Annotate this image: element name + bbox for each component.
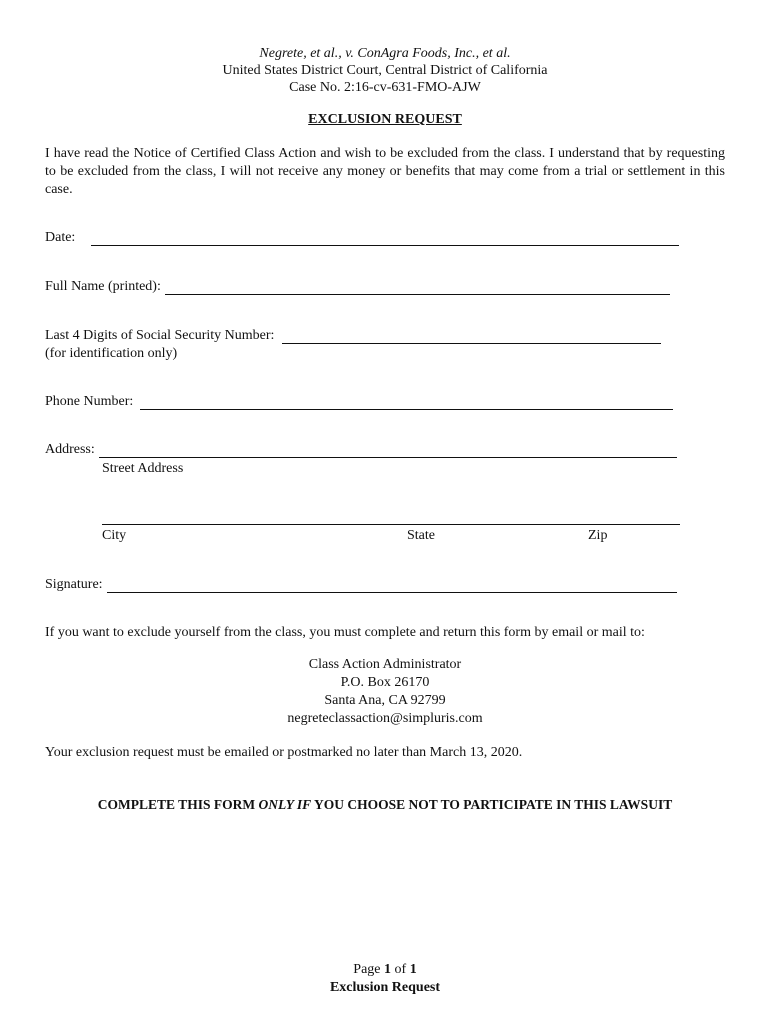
administrator-city: Santa Ana, CA 92799 [324, 693, 446, 708]
administrator-email[interactable]: negreteclassaction@simpluris.com [287, 711, 483, 726]
ssn-field [45, 328, 661, 344]
phone-field [45, 394, 673, 410]
page-total: 1 [409, 962, 417, 977]
date-line[interactable] [91, 231, 679, 246]
form-title: EXCLUSION REQUEST [308, 112, 462, 127]
ssn-line[interactable] [282, 329, 661, 344]
city-state-zip-line[interactable] [102, 510, 680, 525]
signature-line[interactable] [107, 578, 677, 593]
participation-notice [0, 797, 770, 813]
instructions-text: If you want to exclude yourself from the class, you must complete and return this form by email or mail to: [45, 625, 645, 640]
administrator-address [0, 656, 770, 728]
page-footer [0, 961, 770, 997]
page-current: 1 [384, 962, 392, 977]
ssn-label: Last 4 Digits of Social Security Number: [45, 328, 275, 343]
notice-part1: COMPLETE THIS FORM [97, 797, 259, 812]
full-name-field [45, 279, 670, 295]
notice-part2: YOU CHOOSE NOT TO PARTICIPATE IN THIS LAWSUIT [311, 797, 673, 812]
case-caption: Negrete, et al., v. ConAgra Foods, Inc., et al. [259, 46, 511, 61]
signature-field [45, 577, 677, 593]
state-label: State [407, 528, 435, 543]
court-name: United States District Court, Central District of California [222, 63, 548, 78]
case-header [0, 45, 770, 96]
address-label: Address: [45, 442, 95, 457]
case-number: Case No. 2:16-cv-631-FMO-AJW [289, 80, 481, 95]
phone-label: Phone Number: [45, 394, 134, 409]
page-of: of [391, 962, 410, 977]
full-name-line[interactable] [165, 280, 670, 295]
notice-emphasis: ONLY IF [258, 797, 312, 812]
ssn-note: (for identification only) [45, 346, 178, 361]
address-field [45, 442, 677, 458]
date-label: Date: [45, 230, 76, 245]
administrator-name: Class Action Administrator [308, 657, 462, 672]
intro-paragraph: I have read the Notice of Certified Class Action and wish to be excluded from the class. I understand that by requesting to be excluded from the class, I will not receive any money or benefits that may come from a trial or settlement in this case. [45, 146, 725, 197]
page-prefix: Page [353, 962, 385, 977]
city-label: City [102, 528, 127, 543]
phone-line[interactable] [140, 395, 673, 410]
administrator-po-box: P.O. Box 26170 [340, 675, 430, 690]
full-name-label: Full Name (printed): [45, 279, 161, 294]
page-number [0, 961, 770, 979]
deadline-text: Your exclusion request must be emailed or postmarked no later than March 13, 2020. [45, 745, 523, 760]
street-address-line[interactable] [99, 443, 677, 458]
zip-label: Zip [588, 528, 608, 543]
signature-label: Signature: [45, 577, 103, 592]
footer-doc-name: Exclusion Request [329, 980, 441, 995]
date-field [45, 230, 679, 246]
street-address-label: Street Address [102, 461, 184, 476]
